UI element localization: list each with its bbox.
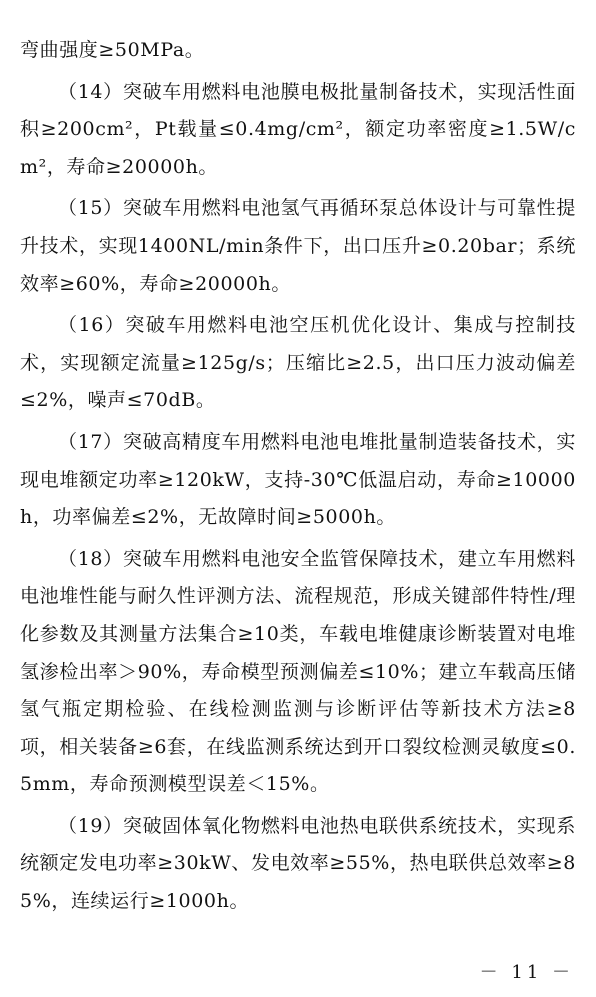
paragraph-17: （17）突破高精度车用燃料电池电堆批量制造装备技术，实现电堆额定功率≥120kW，支持-30℃低温启动，寿命≥10000h，功率偏差≤2%，无故障时间≥5000h。 <box>20 430 576 529</box>
paragraph-15: （15）突破车用燃料电池氢气再循环泵总体设计与可靠性提升技术，实现1400NL/min条件下，出口压升≥0.20bar；系统效率≥60%，寿命≥20000h。 <box>20 197 576 295</box>
paragraph-14: （14）突破车用燃料电池膜电极批量制备技术，实现活性面积≥200cm²，Pt载量≤0.4mg/cm²，额定功率密度≥1.5W/cm²，寿命≥20000h。 <box>20 80 576 178</box>
paragraph-13-tail: 弯曲强度≥50MPa。 <box>20 39 205 61</box>
paragraph-16: （16）突破车用燃料电池空压机优化设计、集成与控制技术，实现额定流量≥125g/s；压缩比≥2.5，出口压力波动偏差≤2%，噪声≤70dB。 <box>20 314 576 412</box>
paragraph-18: （18）突破车用燃料电池安全监管保障技术，建立车用燃料电池堆性能与耐久性评测方法、流程规范，形成关键部件特性/理化参数及其测量方法集合≥10类，车载电堆健康诊断装置对电堆氢渗检出率＞90%，寿命模型预测偏差≤10%；建立车载高压储氢气瓶定期检验、在线检测监测与诊断评估等新技术方法≥8项，相关装备≥6套，在线监测系统达到开口裂纹检测灵敏度≤0.5mm，寿命预测模型误差＜15%。 <box>20 547 576 796</box>
paragraph-19: （19）突破固体氧化物燃料电池热电联供系统技术，实现系统额定发电功率≥30kW、发电效率≥55%，热电联供总效率≥85%，连续运行≥1000h。 <box>20 814 576 913</box>
document-body <box>20 32 576 925</box>
page-number: － 11 － <box>479 962 574 983</box>
